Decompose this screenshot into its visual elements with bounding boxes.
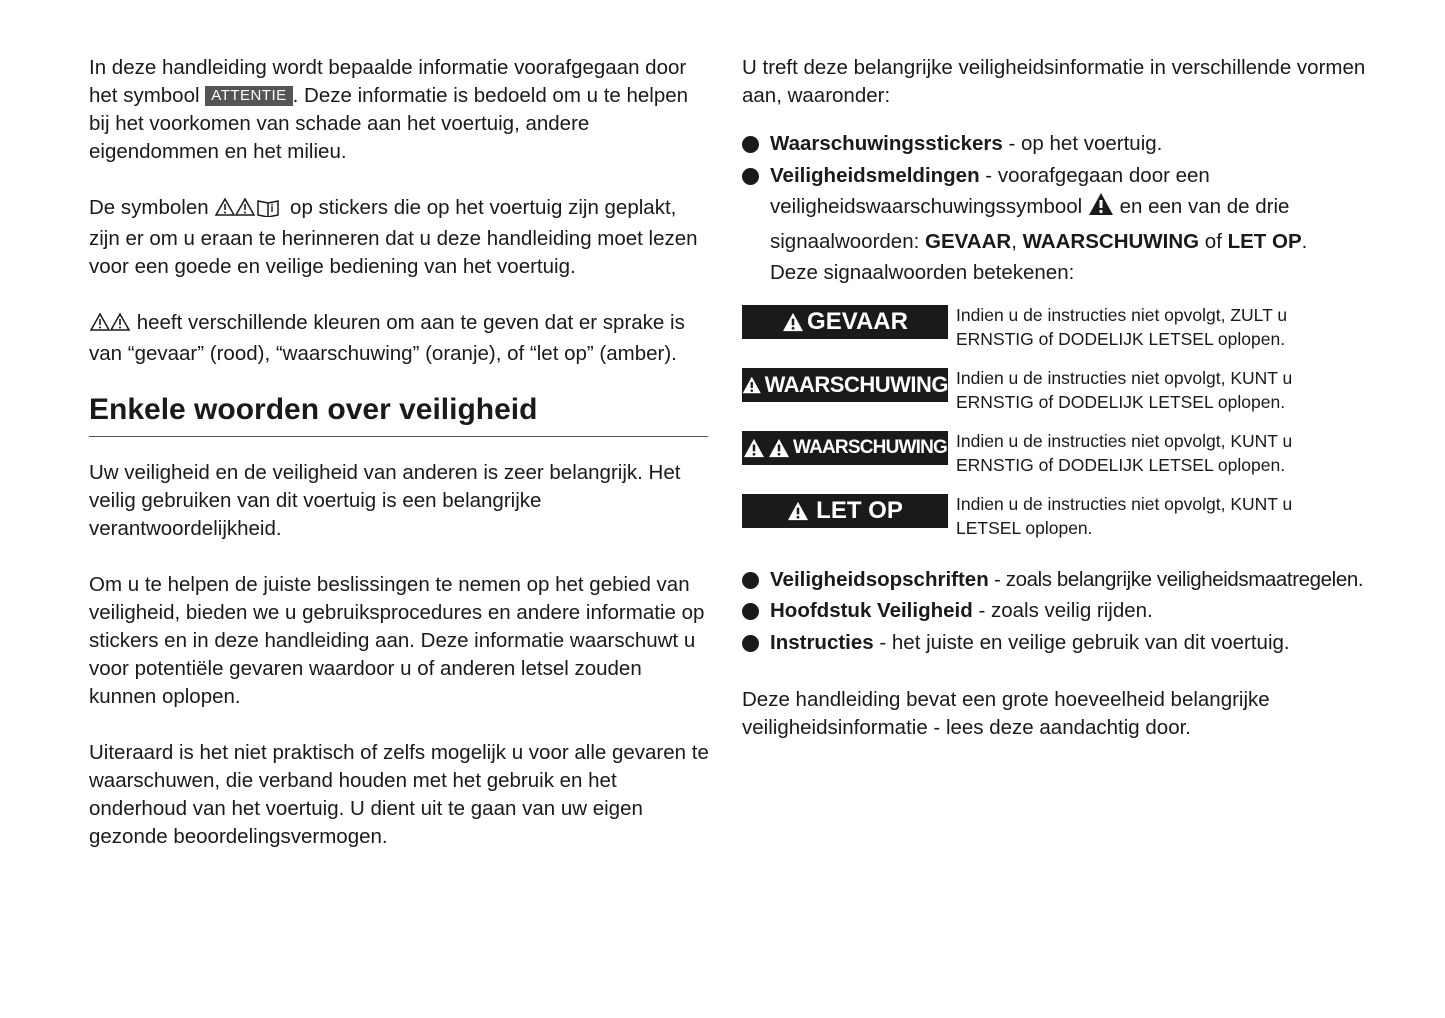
bullet-icon: [742, 136, 759, 153]
list-item: Waarschuwingsstickers - op het voertuig.: [742, 128, 1382, 160]
signal-row-caution: [742, 492, 1382, 540]
bullet-icon: [742, 572, 759, 589]
paragraph-safety-intro: Uw veiligheid en de veiligheid van anderen is zeer belangrijk. Het veilig gebruiken van dit voertuig is een belangrijke verantwoordelijkheid.: [89, 461, 681, 540]
paragraph-attentie: In deze handleiding wordt bepaalde informatie voorafgegaan door het symbool ATTENTIE . Deze informatie is bedoeld om u te helpen bij het voorkomen van schade aan het voertuig, andere eigendommen en het milieu.: [89, 56, 689, 163]
warning-triangles-icon: [89, 312, 131, 340]
list-item: Veiligheidsmeldingen - voorafgegaan door een veiligheidswaarschuwingssymbool en een van de drie signaalwoorden: GEVAAR, WAARSCHUWING of LET OP. Deze signaalwoorden betekenen:: [742, 160, 1382, 289]
signal-description: Indien u de instructies niet opvolgt, KUNT u ERNSTIG of DODELIJK LETSEL oplopen.: [956, 367, 1293, 412]
list-item: Veiligheidsopschriften - zoals belangrijke veiligheidsmaatregelen.: [742, 564, 1382, 596]
signal-badge-warning-double: WAARSCHUWING: [742, 431, 948, 465]
left-column: [89, 54, 711, 851]
alert-triangle-icon: [742, 375, 762, 395]
bullet-icon: [742, 603, 759, 620]
signal-words-table: [742, 303, 1382, 540]
safety-alert-icon: [1088, 192, 1114, 226]
paragraph-colors: heeft verschillende kleuren om aan te geven dat er sprake is van “gevaar” (rood), “waarschuwing” (oranje), of “let op” (amber).: [89, 311, 685, 365]
signal-description: Indien u de instructies niet opvolgt, KUNT u ERNSTIG of DODELIJK LETSEL oplopen.: [956, 430, 1293, 475]
warning-manual-symbols-icon: [214, 197, 284, 225]
signal-description: Indien u de instructies niet opvolgt, ZULT u ERNSTIG of DODELIJK LETSEL oplopen.: [956, 304, 1288, 349]
paragraph-symbols: De symbolen op stickers die op het voertuig zijn geplakt, zijn er om u eraan te herinneren dat u deze handleiding moet lezen voor een goede en veilige bediening van het voertuig.: [89, 196, 698, 278]
paragraph-outro: Deze handleiding bevat een grote hoeveelheid belangrijke veiligheidsinformatie - lees deze aandachtig door.: [742, 688, 1270, 739]
bullet-icon: [742, 168, 759, 185]
alert-triangle-icon: [787, 501, 809, 521]
alert-triangle-icon: [768, 438, 790, 458]
list-item: Instructies - het juiste en veilige gebruik van dit voertuig.: [742, 627, 1382, 659]
paragraph-forms-intro: U treft deze belangrijke veiligheidsinformatie in verschillende vormen aan, waaronder:: [742, 56, 1366, 107]
alert-triangle-icon: [782, 312, 804, 332]
bullet-list-bottom: [742, 564, 1382, 659]
signal-row-warning: [742, 366, 1382, 414]
section-heading: Enkele woorden over veiligheid: [89, 390, 708, 437]
signal-badge-danger: GEVAAR: [742, 305, 948, 339]
paragraph-safety-info: Om u te helpen de juiste beslissingen te nemen op het gebied van veiligheid, bieden we u gebruiksprocedures en andere informatie op stickers en in deze handleiding aan. Deze informatie waarschuwt u voor potentiële gevaren waardoor u of anderen letsel zouden kunnen oplopen.: [89, 573, 705, 708]
attentie-badge: ATTENTIE: [205, 86, 292, 106]
signal-description: Indien u de instructies niet opvolgt, KUNT u LETSEL oplopen.: [956, 493, 1293, 538]
bullet-icon: [742, 635, 759, 652]
right-column: [742, 54, 1382, 742]
list-item: Hoofdstuk Veiligheid - zoals veilig rijden.: [742, 595, 1382, 627]
paragraph-judgement: Uiteraard is het niet praktisch of zelfs mogelijk u voor alle gevaren te waarschuwen, die verband houden met het gebruik en het onderhoud van het voertuig. U dient uit te gaan van uw eigen gezonde beoordelingsvermogen.: [89, 741, 709, 848]
signal-row-danger: [742, 303, 1382, 351]
bullet-list-top: [742, 128, 1382, 289]
signal-badge-warning: WAARSCHUWING: [742, 368, 948, 402]
alert-triangle-icon: [743, 438, 765, 458]
signal-row-warning-double: [742, 429, 1382, 477]
signal-badge-caution: LET OP: [742, 494, 948, 528]
